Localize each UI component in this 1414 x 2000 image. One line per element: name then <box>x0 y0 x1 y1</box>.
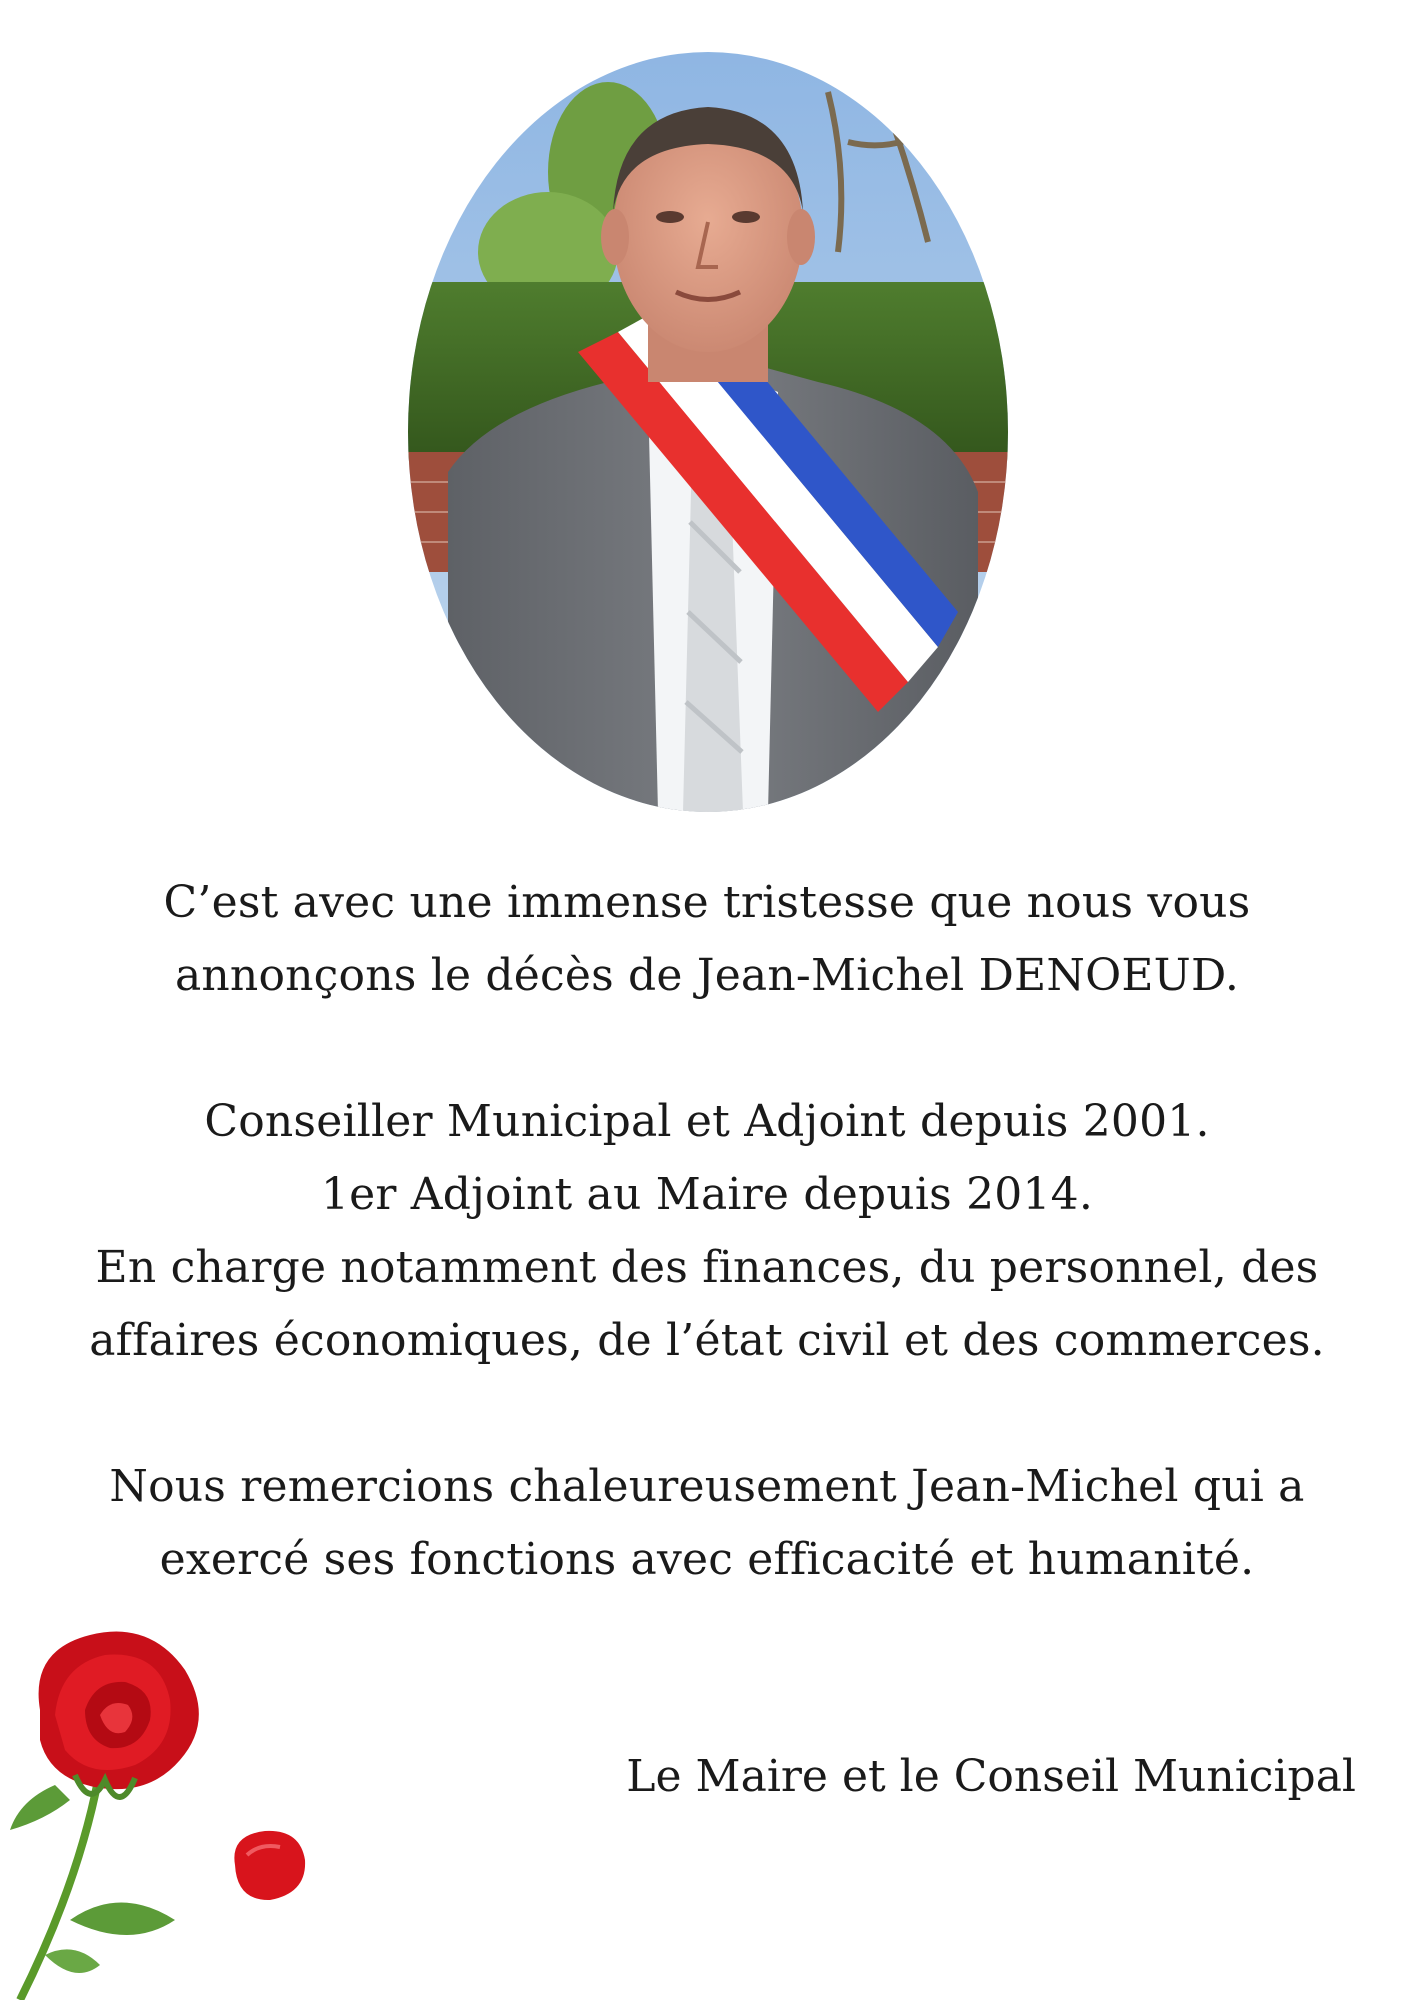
announcement-line: annonçons le décès de Jean-Michel DENOEUD. <box>174 950 1240 1001</box>
career-paragraph <box>40 1085 1374 1377</box>
red-rose-icon <box>0 1620 220 2000</box>
career-line: Conseiller Municipal et Adjoint depuis 2001. <box>204 1096 1210 1147</box>
portrait-illustration <box>408 52 1008 812</box>
portrait-photo <box>408 52 1008 812</box>
career-line: 1er Adjoint au Maire depuis 2014. <box>320 1169 1094 1220</box>
career-line: En charge notamment des finances, du personnel, des <box>95 1242 1319 1293</box>
career-line: affaires économiques, de l’état civil et des commerces. <box>89 1315 1325 1366</box>
signature: Le Maire et le Conseil Municipal <box>626 1751 1356 1802</box>
thanks-line: Nous remercions chaleureusement Jean-Michel qui a <box>109 1461 1305 1512</box>
thanks-paragraph <box>40 1450 1374 1596</box>
thanks-line: exercé ses fonctions avec efficacité et humanité. <box>159 1534 1255 1585</box>
announcement-line: C’est avec une immense tristesse que nous vous <box>163 877 1251 928</box>
rose-petal-icon <box>225 1825 309 1905</box>
announcement-paragraph <box>40 866 1374 1012</box>
